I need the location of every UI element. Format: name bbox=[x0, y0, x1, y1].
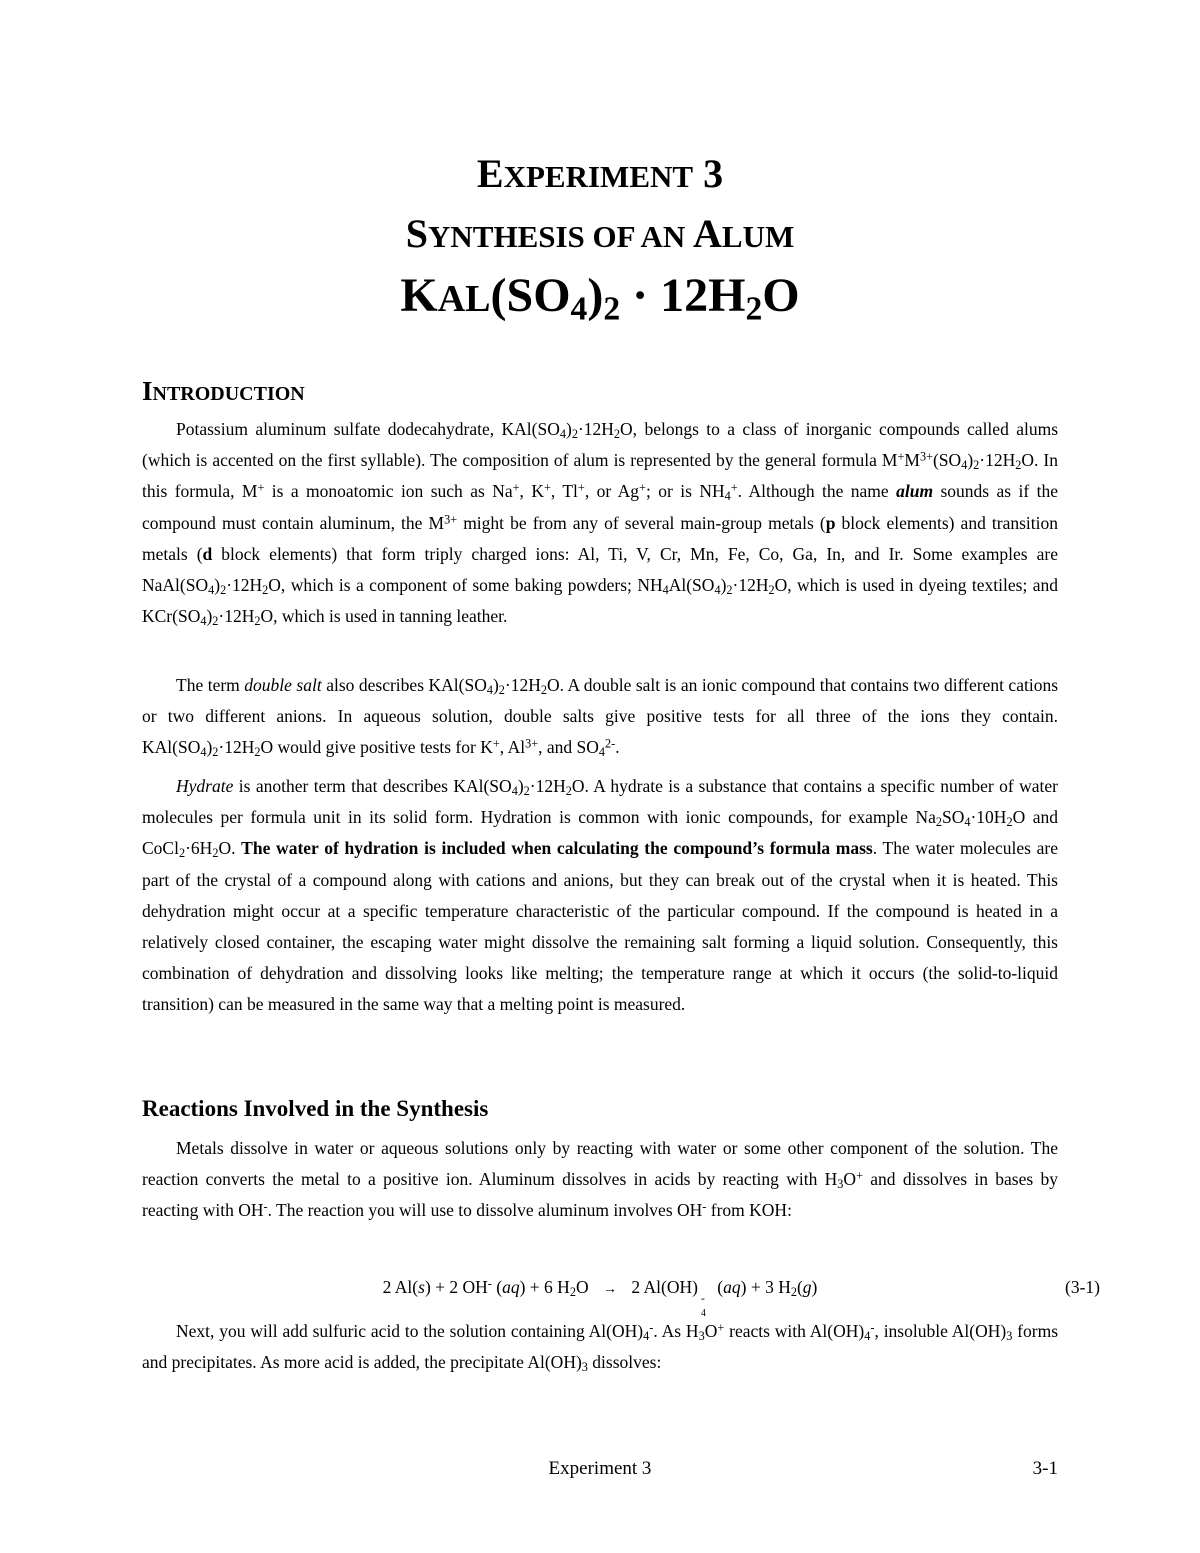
formula-part: O bbox=[762, 269, 800, 322]
formula-part: · 12H bbox=[620, 269, 746, 322]
title-text: XPERIMENT bbox=[503, 159, 694, 194]
intro-paragraph-2: The term double salt also describes $KAl(SO_4)_2\cdot 12H_2O$. A double salt is an ionic compound that contains two different cations or two different anions. In aqueous solution, double salts give positive tests for all three of the ions they contain. $KAl(SO_4)_2\cdot 12H_2O$ would give positive tests for K+, $Al^{3+}$, and $SO_4^{2-}$. bbox=[142, 675, 1059, 760]
reactions-paragraph-1: Metals dissolve in water or aqueous solutions only by reacting with water or some other component of the solution. The reaction converts the metal to a positive ion. Aluminum dissolves in acids by reacting with $H_3O^+$ and dissolves in bases by reacting with OH-. The reaction you will use to dissolve aluminum involves OH- from KOH: bbox=[142, 1138, 1058, 1221]
formula-subscript: 2 bbox=[745, 290, 763, 328]
equation-number: (3-1) bbox=[1065, 1277, 1100, 1297]
formula-part: K bbox=[400, 269, 438, 322]
intro-paragraph-1: Potassium aluminum sulfate dodecahydrate, $KAl(SO_4)_2\cdot 12H_2O$, belongs to a class of inorganic compounds called alums (which is accented on the first syllable). The composition of alum is represented by the general formula $M^+M^{3+}(SO_4)_2\cdot 12H_2O$. In this formula, M+ is a monoatomic ion such as Na+, K+, Tl+, or Ag+; or is $NH_4^+$. Although the name alum sounds as if the compound must contain aluminum, the $M^{3+}$ might be from any of several main-group metals (p block elements) and transition metals (d block elements) that form triply charged ions: Al, Ti, V, Cr, Mn, Fe, Co, Ga, In, and Ir. Some examples are $NaAl(SO_4)_2\cdot 12H_2O$, which is a component of some baking powders; $NH_4Al(SO_4)_2\cdot 12H_2O$, which is used in dyeing textiles; and $KCr(SO_4)_2\cdot 12H_2O$, which is used in tanning leather. bbox=[142, 419, 1059, 629]
title-number: 3 bbox=[693, 151, 724, 196]
reactions-heading: Reactions Involved in the Synthesis bbox=[142, 1096, 489, 1121]
title-letter: S bbox=[405, 211, 429, 256]
formula-subscript: 2 bbox=[603, 290, 621, 328]
formula-title bbox=[0, 268, 1200, 327]
heading-text: NTRODUCTION bbox=[152, 383, 305, 405]
heading-letter: I bbox=[142, 376, 153, 406]
introduction-heading bbox=[142, 376, 305, 407]
equation-3-1: 2 Al(s) + 2 OH- (aq) + 6 $H_2O \to 2$ Al(OH) - 4 (aq) + 3 $H_2(g)$ bbox=[382, 1276, 818, 1319]
title-letter: E bbox=[476, 151, 504, 196]
footer-title: Experiment 3 bbox=[548, 1458, 652, 1479]
page-number: 3-1 bbox=[1032, 1458, 1058, 1479]
formula-subscript: 4 bbox=[570, 290, 588, 328]
experiment-name-title bbox=[0, 212, 1200, 259]
intro-paragraph-3: Hydrate is another term that describes $KAl(SO_4)_2\cdot 12H_2O$. A hydrate is a substance that contains a specific number of water molecules per formula unit in its solid form. Hydration is common with ionic compounds, for example $Na_2SO_4\cdot 10H_2O$ and $CoCl_2\cdot 6H_2O$. The water of hydration is included when calculating the compound’s formula mass. The water molecules are part of the crystal of a compound along with cations and anions, but they can break out of the crystal when it is heated. This dehydration might occur at a specific temperature characteristic of the particular compound. If the compound is heated in a relatively closed container, the escaping water might dissolve the remaining salt forming a liquid solution. Consequently, this combination of dehydration and dissolving looks like melting; the temperature range at which it occurs (the solid-to-liquid transition) can be measured in the same way that a melting point is measured. bbox=[142, 776, 1059, 1015]
formula-part: AL bbox=[437, 278, 491, 320]
title-text: LUM bbox=[721, 219, 795, 254]
formula-part: (SO bbox=[490, 269, 571, 322]
experiment-number-title bbox=[0, 152, 1200, 199]
title-letter: A bbox=[693, 211, 722, 256]
reactions-paragraph-2: Next, you will add sulfuric acid to the solution containing $Al(OH)_4^-$. As $H_3O^+$ reacts with $Al(OH)_4^-$, insoluble $Al(OH)_3$ forms and precipitates. As more acid is added, the precipitate $Al(OH)_3$ dissolves: bbox=[142, 1320, 1059, 1375]
title-text: YNTHESIS OF AN bbox=[428, 219, 694, 254]
formula-part: ) bbox=[587, 269, 604, 322]
